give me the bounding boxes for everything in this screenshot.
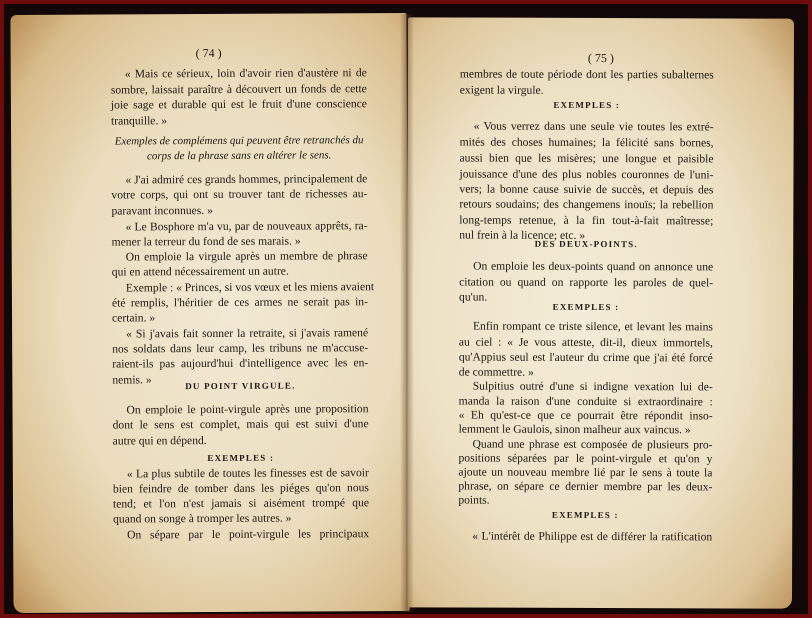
text-line: été remplis, l'héritier de ces armes ne serait pas in- xyxy=(111,295,368,310)
text-line: tranquille. » xyxy=(110,114,168,128)
section-heading: EXEMPLES : xyxy=(553,99,621,111)
text-line: bien feindre de tomber dans les piéges qu'on nous xyxy=(112,481,369,496)
page-number: ( 75 ) xyxy=(587,50,614,66)
text-line: ajoute un nouveau membre lié par le sens à toute la xyxy=(458,465,713,480)
left-page xyxy=(10,13,409,613)
text-line: de commettre. » xyxy=(458,365,534,379)
text-line: « La plus subtile de toutes les finesses est de savoir xyxy=(126,466,369,481)
text-line: qu'Appius seul est l'auteur du crime que j'ai été forcé xyxy=(458,350,713,365)
text-line: votre corps, qui ont su trouver tant de richesses au- xyxy=(111,187,368,202)
text-line: Sulpitius outré d'une si indigne vexation lui de- xyxy=(472,379,713,394)
section-heading: EXEMPLES : xyxy=(552,301,620,313)
text-line: qu'un. xyxy=(459,290,488,304)
section-heading: EXEMPLES : xyxy=(551,509,619,521)
text-line: Enfin rompant ce triste silence, et levant les mains xyxy=(472,319,713,334)
text-line: phrase, on sépare ce dernier membre par les deux- xyxy=(458,479,713,494)
text-line: long-temps retenue, à la fin tout-à-fait maîtresse; xyxy=(459,213,714,228)
italic-caption-line: Exemples de complémens qui peuvent être retranchés du xyxy=(114,134,364,148)
text-line: nos soldats dans leur camp, les tribuns ne m'accuse- xyxy=(112,341,369,356)
text-line: lemment le Gaulois, sinon malheur aux vaincus. » xyxy=(458,422,691,437)
text-line: joie sage et durable qui est le fruit d'une conscience xyxy=(110,97,367,112)
text-line: « L'intérêt de Philippe est de différer la ratification xyxy=(472,529,713,544)
text-line: nemis. » xyxy=(112,373,152,387)
section-heading: DES DEUX-POINTS. xyxy=(534,238,638,250)
book-gutter xyxy=(400,14,414,612)
text-line: sombre, laissait paraître à découvert un fonds de cette xyxy=(110,82,367,97)
text-line: jouissance d'une des plus nobles couronnes de l'uni- xyxy=(459,167,714,182)
text-line: aussi bien que les misères; une longue et paisible xyxy=(459,151,714,166)
section-heading: DU POINT VIRGULE. xyxy=(185,380,296,392)
text-line: qui en attend nécessairement un autre. xyxy=(111,264,289,279)
text-line: Exemple : « Princes, si vos vœux et les miens avaient xyxy=(125,280,375,295)
text-line: nul frein à la licence; etc. » xyxy=(459,228,586,242)
text-line: On emploie la virgule après un membre de phrase xyxy=(125,249,368,264)
section-heading: EXEMPLES : xyxy=(207,452,275,464)
text-line: quand on songe à tromper les autres. » xyxy=(113,511,292,526)
text-line: raient-ils pas aujourd'hui d'intelligence avec les en- xyxy=(112,356,369,371)
text-line: certain. » xyxy=(111,311,156,325)
text-line: manda la raison d'une conduite si extraordinaire : xyxy=(458,394,713,409)
text-line: « Si j'avais fait sonner la retraite, si j'avais ramené xyxy=(126,326,369,341)
text-line: paravant inconnues. » xyxy=(111,203,213,218)
text-line: autre qui en dépend. xyxy=(112,434,207,448)
text-line: membres de toute période dont les parties subalternes xyxy=(459,67,714,82)
text-line: On emploie le point-virgule après une proposition xyxy=(126,402,369,417)
text-line: citation ou quand on rapporte les paroles de quel- xyxy=(459,275,714,290)
text-line: retours soudains; des changemens inouïs; la rebellion xyxy=(459,197,714,212)
text-line: Quand une phrase est composée de plusieurs pro- xyxy=(472,437,713,452)
text-line: au ciel : « Je vous atteste, dit-il, dieux immortels, xyxy=(458,335,713,350)
text-line: dont le sens est complet, mais qui est suivi d'une xyxy=(112,417,369,432)
text-line: On emploie les deux-points quand on annonce une xyxy=(473,259,714,274)
text-line: « Mais ce sérieux, loin d'avoir rien d'austère ni de xyxy=(124,66,367,81)
text-line: « Le Bosphore m'a vu, par de nouveaux apprêts, ra- xyxy=(125,219,368,234)
text-line: positions séparées par le point-virgule et qu'on y xyxy=(458,451,713,466)
italic-caption-line: corps de la phrase sans en altérer le sens. xyxy=(146,149,332,163)
text-line: On sépare par le point-virgule les principaux xyxy=(127,527,370,542)
text-line: tend; et l'on n'est jamais si aisément trompé que xyxy=(112,496,370,511)
text-line: mités des choses humaines; la félicité sans bornes, xyxy=(459,135,714,150)
text-line: « Eh qu'est-ce que ce pourrait être répondit inso- xyxy=(458,408,713,423)
right-page xyxy=(406,17,794,608)
page-number: ( 74 ) xyxy=(195,45,222,61)
text-line: exigent la virgule. xyxy=(459,83,544,97)
text-line: vers; la bonne cause suivie de succès, et depuis des xyxy=(459,182,714,197)
text-line: points. xyxy=(458,493,490,507)
text-line: « Vous verrez dans une seule vie toutes les extré- xyxy=(473,119,714,134)
text-line: « J'ai admiré ces grands hommes, principalement de xyxy=(125,172,368,187)
text-line: mener la terreur du fond de ses marais. » xyxy=(111,234,301,249)
